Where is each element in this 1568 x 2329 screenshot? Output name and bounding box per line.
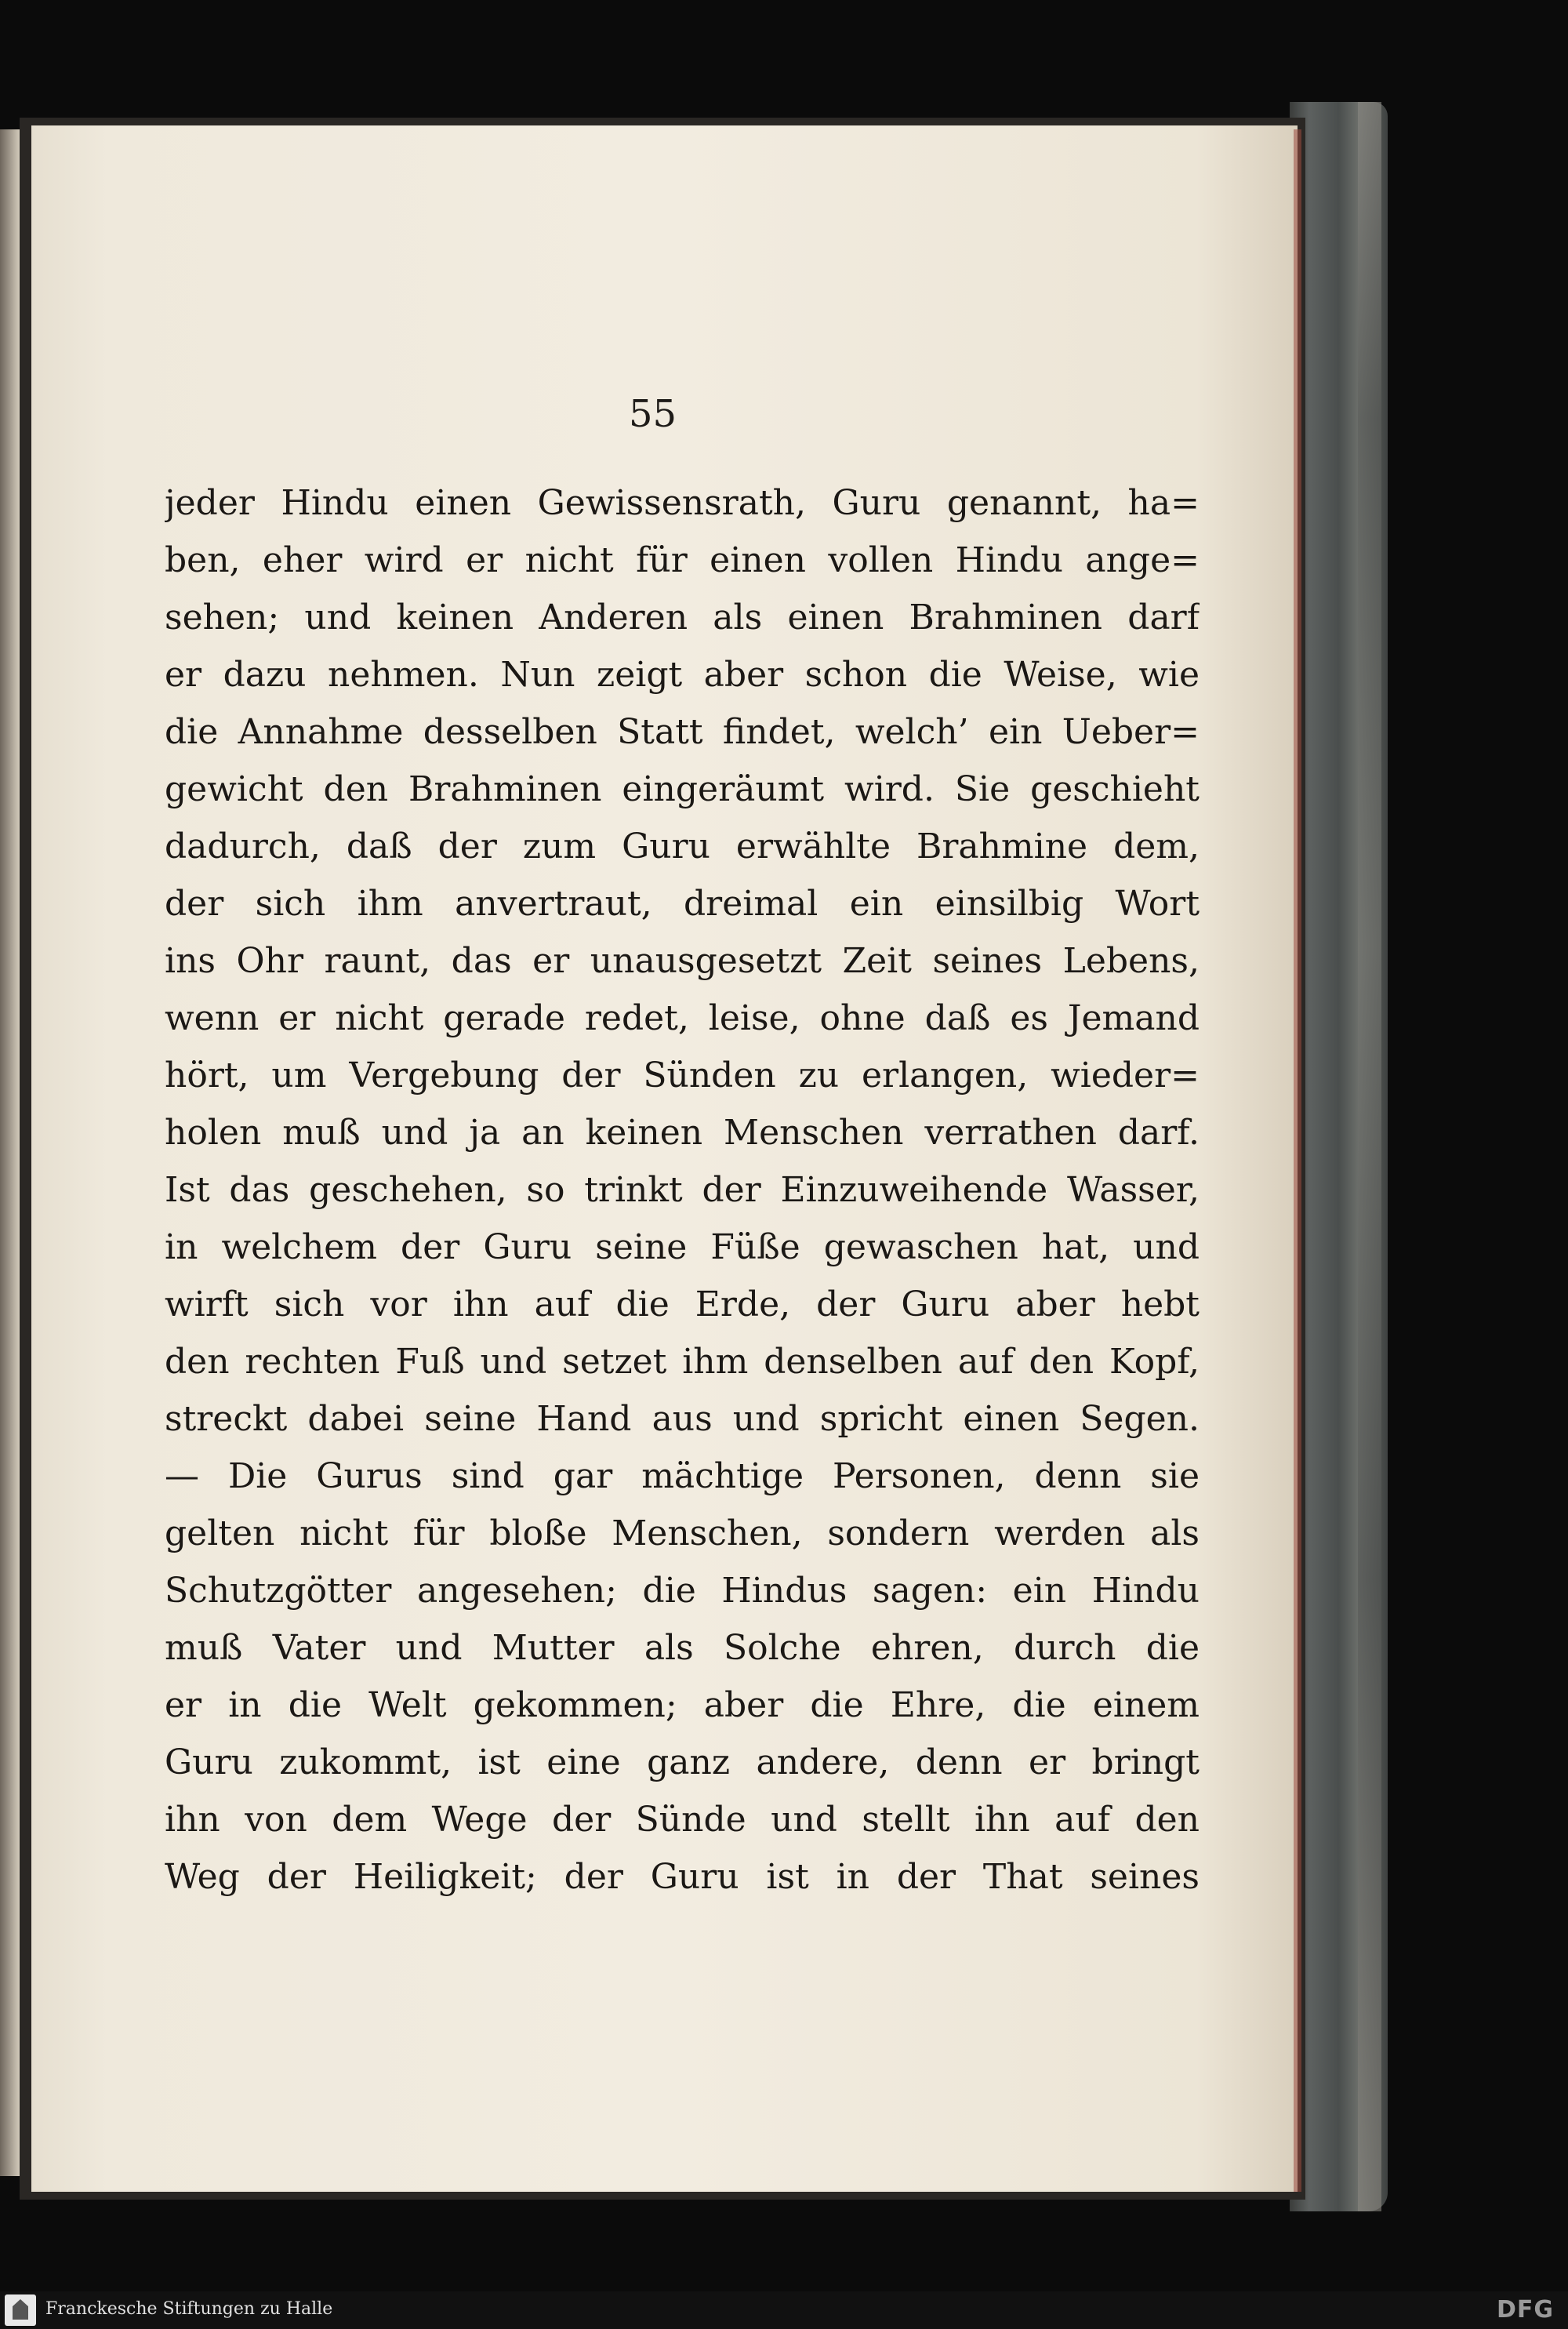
foundation-logo-icon[interactable] [5, 2294, 36, 2326]
institution-name[interactable]: Franckesche Stiftungen zu Halle [45, 2299, 333, 2319]
text-line: holen muß und ja an keinen Menschen verrathen darf. [165, 1113, 1200, 1153]
page-edge-tint [1294, 129, 1301, 2192]
text-line: Guru zukommt, ist eine ganz andere, denn er bringt [165, 1742, 1200, 1782]
text-line: er in die Welt gekommen; aber die Ehre, die einem [165, 1685, 1200, 1725]
text-line: die Annahme desselben Statt findet, welch’ ein Ueber= [165, 712, 1200, 752]
viewer-footer [0, 2291, 1568, 2329]
text-line: wenn er nicht gerade redet, leise, ohne daß es Jemand [165, 998, 1200, 1038]
text-line: hört, um Vergebung der Sünden zu erlangen, wieder= [165, 1055, 1200, 1095]
text-line: dadurch, daß der zum Guru erwählte Brahmine dem, [165, 827, 1200, 867]
text-line: ihn von dem Wege der Sünde und stellt ihn auf den [165, 1800, 1200, 1840]
text-line: gelten nicht für bloße Menschen, sondern werden als [165, 1513, 1200, 1553]
text-line: jeder Hindu einen Gewissensrath, Guru genannt, ha= [165, 483, 1200, 523]
body-text [165, 474, 1200, 1906]
text-line: wirft sich vor ihn auf die Erde, der Guru aber hebt [165, 1284, 1200, 1324]
text-line: streckt dabei seine Hand aus und spricht einen Segen. [165, 1399, 1200, 1439]
text-line: ins Ohr raunt, das er unausgesetzt Zeit seines Lebens, [165, 941, 1200, 981]
text-line: er dazu nehmen. Nun zeigt aber schon die Weise, wie [165, 655, 1200, 695]
text-line: Weg der Heiligkeit; der Guru ist in der That seines [165, 1857, 1200, 1897]
text-line: gewicht den Brahminen eingeräumt wird. Sie geschieht [165, 769, 1200, 809]
text-line: ben, eher wird er nicht für einen vollen Hindu ange= [165, 540, 1200, 580]
text-line: muß Vater und Mutter als Solche ehren, durch die [165, 1628, 1200, 1668]
dfg-logo[interactable]: DFG [1496, 2296, 1554, 2324]
book-page [31, 125, 1298, 2192]
text-line: sehen; und keinen Anderen als einen Brahminen darf [165, 598, 1200, 638]
page-number: 55 [628, 392, 677, 436]
text-line: — Die Gurus sind gar mächtige Personen, denn sie [165, 1456, 1200, 1496]
text-line: den rechten Fuß und setzet ihm denselben auf den Kopf, [165, 1342, 1200, 1382]
text-line: Ist das geschehen, so trinkt der Einzuweihende Wasser, [165, 1170, 1200, 1210]
text-line: der sich ihm anvertraut, dreimal ein einsilbig Wort [165, 884, 1200, 924]
text-line: Schutzgötter angesehen; die Hindus sagen: ein Hindu [165, 1571, 1200, 1611]
text-line: in welchem der Guru seine Füße gewaschen hat, und [165, 1227, 1200, 1267]
